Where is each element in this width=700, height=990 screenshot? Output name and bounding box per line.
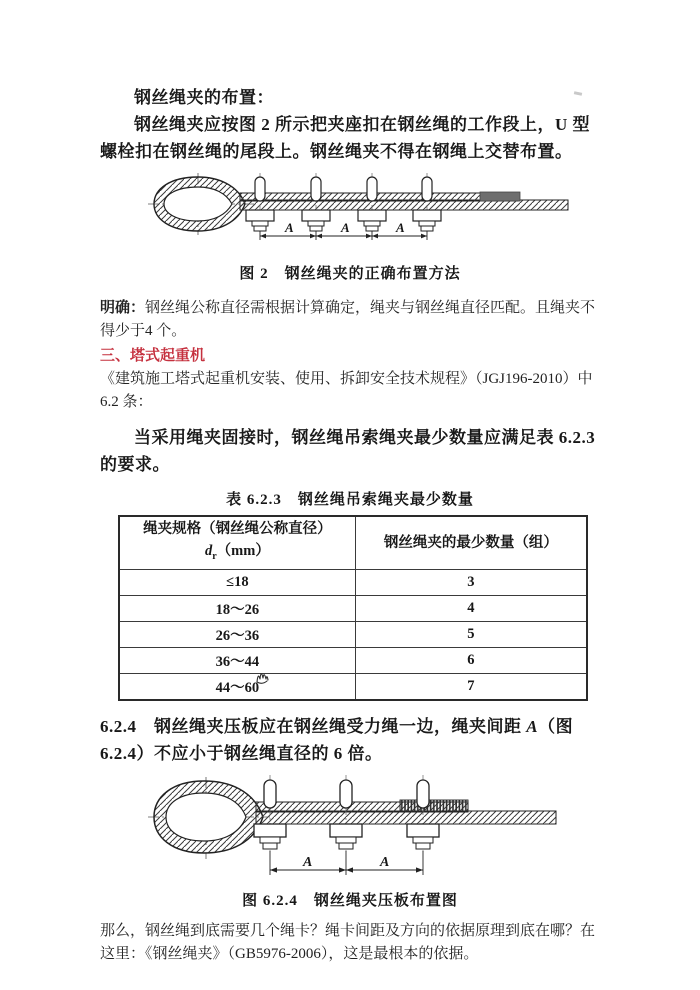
table-row bbox=[119, 674, 587, 701]
table-row bbox=[119, 648, 587, 674]
variable-a: A bbox=[526, 717, 539, 736]
clamp-nut bbox=[254, 226, 266, 231]
wire-rope-clamp-figure-624 bbox=[148, 775, 558, 880]
wire-rope-clamp-figure-2 bbox=[148, 173, 570, 253]
u-bolt bbox=[422, 177, 432, 201]
col1-header bbox=[119, 516, 355, 570]
clamp-nut bbox=[339, 843, 353, 849]
spec-cell: 18～26 bbox=[119, 596, 355, 622]
section-3-heading: 三、塔式起重机 bbox=[100, 348, 206, 364]
col1-header-line1: 绳夹规格（钢丝绳公称直径） bbox=[143, 521, 332, 538]
intro-body: 钢丝绳夹应按图 2 所示把夹座扣在钢丝绳的工作段上，U 型螺栓扣在钢丝绳的尾段上。钢丝绳夹不得在钢绳上交替布置。 bbox=[100, 115, 591, 161]
qty-cell: 3 bbox=[355, 570, 587, 596]
col1-header-symbol: $d_r(mm)$ bbox=[204, 543, 270, 562]
clamp-saddle bbox=[413, 210, 441, 221]
dim-label-a1: A bbox=[285, 220, 294, 235]
u-bolt bbox=[417, 780, 429, 808]
u-bolt bbox=[340, 780, 352, 808]
qty-cell: 5 bbox=[355, 622, 587, 648]
section-3-intro-text: 《建筑施工塔式起重机安装、使用、拆卸安全技术规程》（JGJ196-2010）中 6.2 条： bbox=[100, 371, 593, 410]
clamp-nut bbox=[310, 226, 322, 231]
u-bolt bbox=[255, 177, 265, 201]
working-rope bbox=[256, 811, 556, 824]
table-row bbox=[119, 570, 587, 596]
clamp-saddle bbox=[246, 210, 274, 221]
clamp-saddle bbox=[358, 210, 386, 221]
spec-cell: 26～36 bbox=[119, 622, 355, 648]
scanned-excerpt-624: 6.2.4 钢丝绳夹压板应在钢丝绳受力绳一边，绳夹间距 A（图6.2.4）不应小于钢丝绳直径的 6 倍。 bbox=[100, 717, 574, 763]
col2-header: 钢丝绳夹的最少数量（组） bbox=[355, 516, 587, 570]
figure-2-diagram bbox=[148, 173, 600, 258]
scanned-excerpt-623 bbox=[100, 424, 600, 478]
figure-624-caption: 图 6.2.4 钢丝绳夹压板布置图 bbox=[242, 893, 458, 909]
table-row bbox=[119, 596, 587, 622]
dim-label-a1: A bbox=[303, 855, 313, 870]
dim-label-a3: A bbox=[396, 220, 405, 235]
closing-text: 那么，钢丝绳到底需要几个绳卡？绳卡间距及方向的依据原理到底在哪？在这里：《钢丝绳夹》（GB5976-2006），这是最根本的依据。 bbox=[100, 923, 596, 962]
qty-cell: 4 bbox=[355, 596, 587, 622]
spec-cell: 36～44 bbox=[119, 648, 355, 674]
u-bolt bbox=[264, 780, 276, 808]
intro-heading-line: 钢丝绳夹的布置： bbox=[134, 88, 274, 107]
clarify-body: 钢丝绳公称直径需根据计算确定，绳夹与钢丝绳直径匹配。且绳夹不得少于4 个。 bbox=[100, 300, 596, 339]
rope-end-seizing bbox=[480, 192, 520, 201]
clarify-paragraph bbox=[100, 297, 600, 343]
section-3-intro bbox=[100, 368, 600, 414]
qty-cell: 6 bbox=[355, 648, 587, 674]
table-row bbox=[119, 622, 587, 648]
clamp-nut bbox=[263, 843, 277, 849]
clamp-nut bbox=[366, 226, 378, 231]
dim-label-a2: A bbox=[341, 220, 350, 235]
u-bolt bbox=[311, 177, 321, 201]
u-bolt bbox=[367, 177, 377, 201]
closing-paragraph bbox=[100, 920, 600, 966]
clamp-nut bbox=[421, 226, 433, 231]
table-header-row bbox=[119, 516, 587, 570]
clamp-saddle bbox=[407, 824, 439, 837]
table-623 bbox=[118, 515, 588, 701]
qty-cell: 7 bbox=[355, 674, 587, 701]
spec-cell: ≤18 bbox=[119, 570, 355, 596]
figure-624-diagram bbox=[148, 775, 600, 885]
spec-cell: 44～60 bbox=[119, 674, 355, 701]
dim-label-a2: A bbox=[380, 855, 390, 870]
clarify-lead: 明确： bbox=[100, 300, 146, 316]
scanned-excerpt-arrangement bbox=[100, 84, 600, 165]
clause-624-number: 6.2.4 bbox=[100, 717, 137, 736]
clamp-saddle bbox=[330, 824, 362, 837]
clamp-nut bbox=[416, 843, 430, 849]
table-623-title: 表 6.2.3 钢丝绳吊索绳夹最少数量 bbox=[226, 492, 474, 508]
figure-2-caption: 图 2 钢丝绳夹的正确布置方法 bbox=[239, 266, 461, 282]
clause-623-body: 当采用绳夹固接时，钢丝绳吊索绳夹最少数量应满足表 6.2.3 的要求。 bbox=[100, 428, 596, 474]
clamp-saddle bbox=[302, 210, 330, 221]
rope-end-seizing bbox=[400, 800, 468, 812]
clamp-saddle bbox=[254, 824, 286, 837]
tail-rope bbox=[240, 193, 518, 201]
dimension-lines bbox=[270, 851, 423, 875]
